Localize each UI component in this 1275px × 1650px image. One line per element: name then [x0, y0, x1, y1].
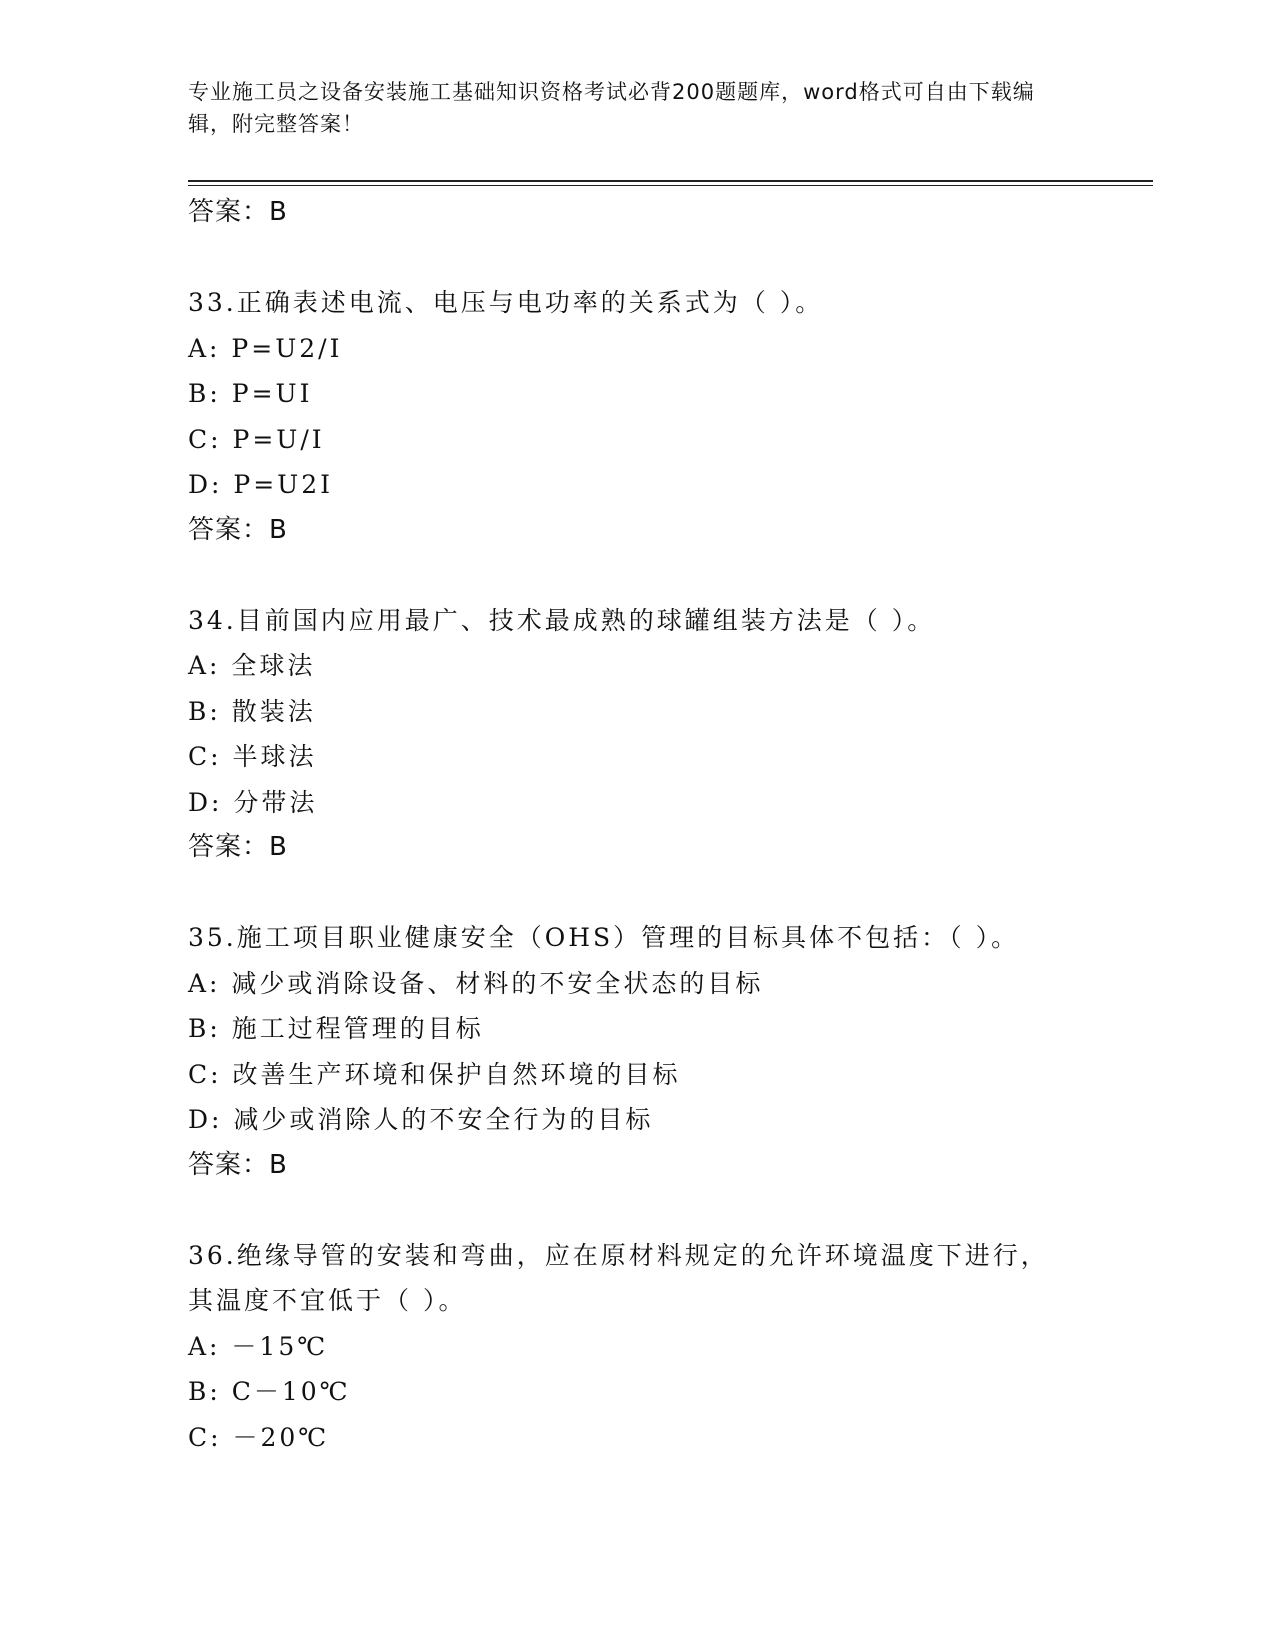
option-b: B: P=UI	[188, 379, 313, 408]
option-a: A: －15℃	[188, 1331, 329, 1361]
question-list	[188, 190, 1088, 1460]
option-c: C: 改善生产环境和保护自然环境的目标	[188, 1059, 681, 1089]
header-rule	[188, 180, 1153, 182]
question-33	[188, 280, 1088, 553]
answer-line: 答案：B	[188, 514, 288, 545]
option-c: C: －20℃	[188, 1422, 330, 1452]
question-34	[188, 598, 1088, 871]
header-title: 专业施工员之设备安装施工基础知识资格考试必背200题题库，word格式可自由下载编辑，附完整答案！	[188, 80, 1035, 136]
option-d: D: 分带法	[188, 787, 318, 817]
option-c: C: 半球法	[188, 742, 317, 771]
question-35	[188, 915, 1088, 1188]
option-a: A: P=U2/I	[188, 333, 343, 363]
question-stem: 33.正确表述电流、电压与电功率的关系式为（ ）。	[188, 288, 824, 317]
option-b: B: 散装法	[188, 696, 316, 726]
answer-line: 答案：B	[188, 197, 288, 227]
question-stem-line-2: 其温度不宜低于（ ）。	[188, 1286, 467, 1315]
option-d: D: P=U2I	[188, 470, 334, 499]
option-d: D: 减少或消除人的不安全行为的目标	[188, 1105, 654, 1134]
header-rule-thin	[188, 185, 1153, 186]
page-header	[188, 76, 1068, 140]
answer-line: 答案：B	[188, 832, 288, 862]
option-c: C: P=U/I	[188, 424, 325, 454]
question-36	[188, 1233, 1088, 1461]
option-b: B: 施工过程管理的目标	[188, 1014, 484, 1043]
option-a: A: 减少或消除设备、材料的不安全状态的目标	[188, 968, 764, 998]
option-a: A: 全球法	[188, 651, 316, 680]
question-stem: 34.目前国内应用最广、技术最成熟的球罐组装方法是（ ）。	[188, 605, 936, 635]
question-stem-line-1: 36.绝缘导管的安装和弯曲，应在原材料规定的允许环境温度下进行，	[188, 1240, 1049, 1270]
question-stem: 35.施工项目职业健康安全（OHS）管理的目标具体不包括：（ ）。	[188, 923, 1020, 952]
answer-line: 答案：B	[188, 1149, 288, 1180]
option-b: B: C－10℃	[188, 1377, 351, 1406]
